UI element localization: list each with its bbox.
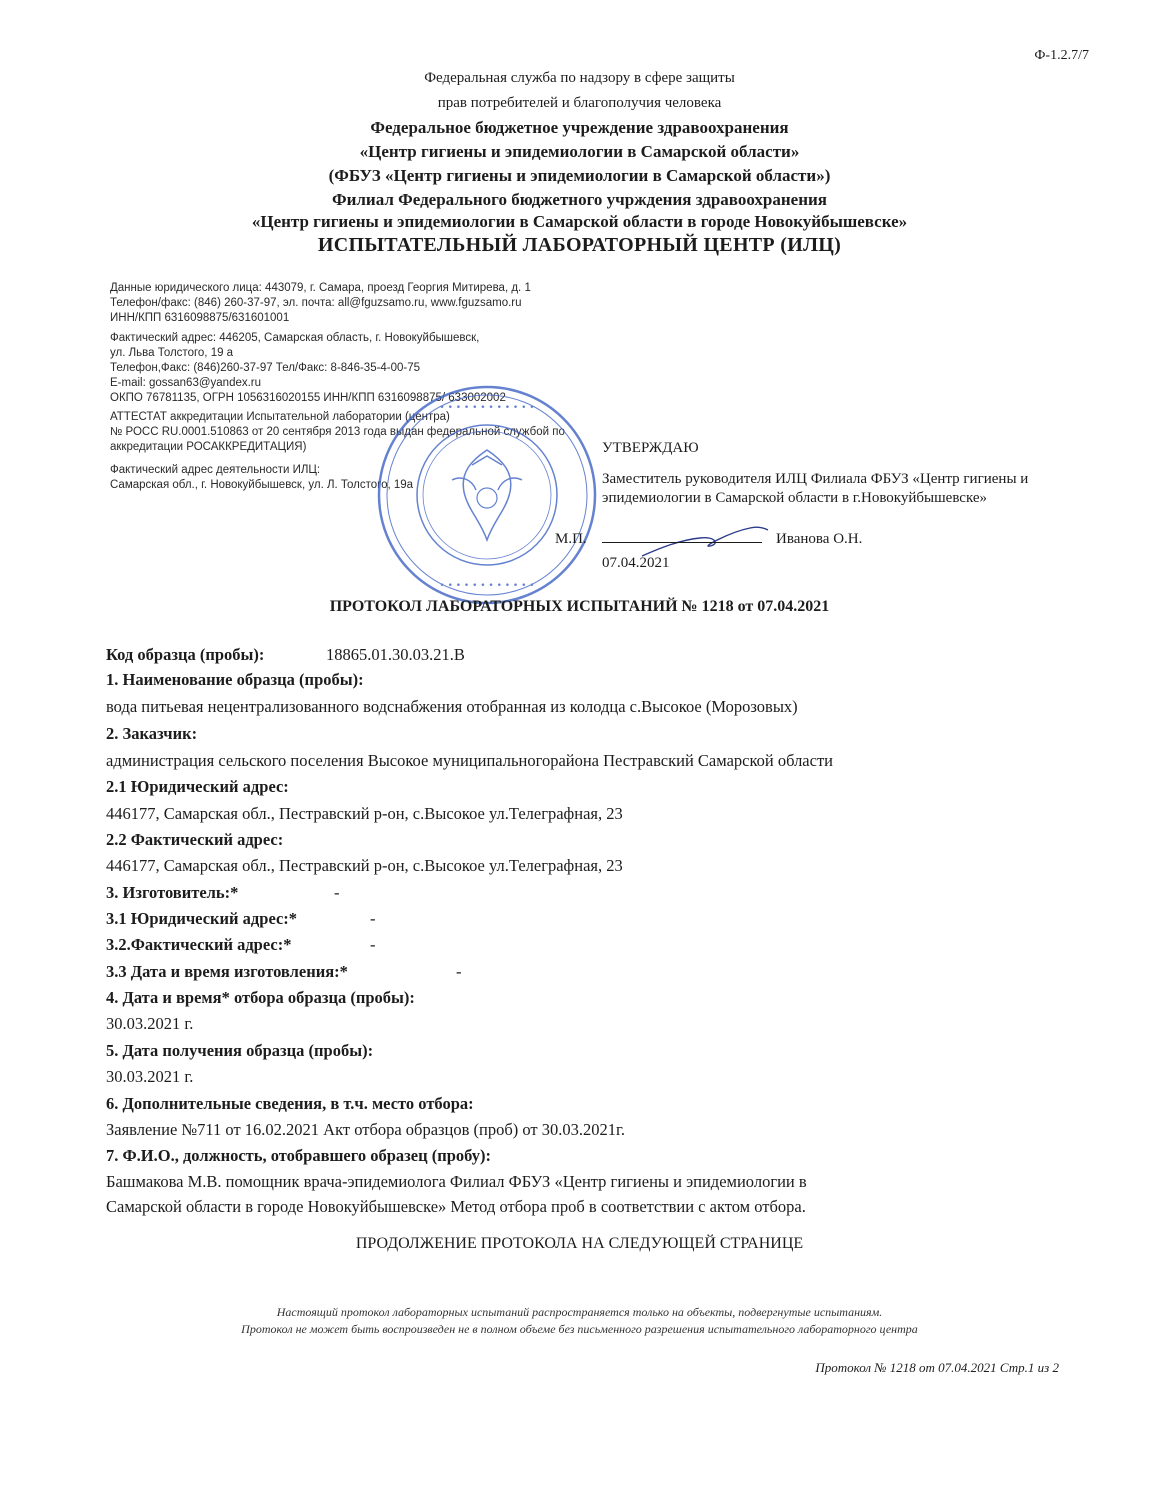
actual-line-1: Фактический адрес: 446205, Самарская область, г. Новокуйбышевск, [110,332,480,344]
additional-info-value: Заявление №711 от 16.02.2021 Акт отбора образцов (проб) от 30.03.2021г. [106,1120,626,1139]
actual-address-value: 446177, Самарская обл., Пестравский р-он, с.Высокое ул.Телеграфная, 23 [106,856,623,875]
manufacture-date-value: - [456,962,462,981]
org-line-1: Федеральное бюджетное учреждение здравоохранения [370,118,789,137]
approval-title: УТВЕРЖДАЮ [602,440,699,456]
sampling-date-value: 30.03.2021 г. [106,1014,194,1033]
attest-line-3: аккредитации РОСАККРЕДИТАЦИЯ) [110,441,307,453]
sample-name-label: 1. Наименование образца (пробы): [106,670,364,689]
sample-code-label: Код образца (пробы): [106,645,265,664]
org-line-3: (ФБУЗ «Центр гигиены и эпидемиологии в Самарской области») [328,166,831,185]
sample-name-value: вода питьевая нецентрализованного водснабжения отобранная из колодца с.Высокое (Морозовых) [106,697,798,716]
legal-address-value: 446177, Самарская обл., Пестравский р-он, с.Высокое ул.Телеграфная, 23 [106,804,623,823]
ilc-addr-line-2: Самарская обл., г. Новокуйбышевск, ул. Л. Толстого, 19а [110,479,414,491]
manufacture-date-label: 3.3 Дата и время изготовления:* [106,962,348,981]
agency-line-1: Федеральная служба по надзору в сфере защиты [424,70,735,86]
svg-text:• • • • • • • • • • • •: • • • • • • • • • • • • [439,403,535,413]
protocol-title: ПРОТОКОЛ ЛАБОРАТОРНЫХ ИСПЫТАНИЙ № 1218 от 07.04.2021 [329,598,830,615]
actual-line-3: Телефон,Факс: (846)260-37-97 Тел/Факс: 8-846-35-4-00-75 [110,362,421,374]
sampler-value-line-2: Самарской области в городе Новокуйбышевске» Метод отбора проб в соответствии с актом отбора. [106,1197,806,1216]
official-seal-stamp [372,380,602,610]
sampling-date-label: 4. Дата и время* отбора образца (пробы): [106,988,415,1007]
seal-place-label: М.П. [555,531,587,547]
approval-signature-line [602,531,862,548]
agency-line-2: прав потребителей и благополучия человека [437,95,722,111]
actual-line-4: E-mail: gossan63@yandex.ru [110,377,262,389]
legal-line-2: Телефон/факс: (846) 260-37-97, эл. почта: all@fguzsamo.ru, www.fguzsamo.ru [110,297,522,309]
org-line-2: «Центр гигиены и эпидемиологии в Самарской области» [359,142,800,161]
footer-note-line-2: Протокол не может быть воспроизведен не в полном объеме без письменного разрешения испытательного лабораторного центра [241,1322,918,1336]
form-code: Ф-1.2.7/7 [1034,48,1089,63]
receipt-date-value: 30.03.2021 г. [106,1067,194,1086]
manufacturer-legal-address-label: 3.1 Юридический адрес:* [106,909,298,928]
sampler-label: 7. Ф.И.О., должность, отобравшего образец (пробу): [106,1146,491,1165]
manufacturer-actual-address-label: 3.2.Фактический адрес:* [106,935,292,954]
org-line-4: Филиал Федерального бюджетного учрждения здравоохранения [331,190,828,209]
actual-line-2: ул. Льва Толстого, 19 а [110,347,234,359]
footer-note-line-1: Настоящий протокол лабораторных испытаний распространяется только на объекты, подвергнутые испытаниям. [276,1305,883,1319]
ilc-title: ИСПЫТАТЕЛЬНЫЙ ЛАБОРАТОРНЫЙ ЦЕНТР (ИЛЦ) [317,234,842,256]
manufacturer-actual-address-value: - [370,935,376,954]
signature-line [602,542,762,543]
approver-name: Иванова О.Н. [776,531,863,547]
sampler-value-line-1: Башмакова М.В. помощник врача-эпидемиолога Филиал ФБУЗ «Центр гигиены и эпидемиологии в [106,1172,807,1191]
actual-address-label: 2.2 Фактический адрес: [106,830,284,849]
ilc-addr-line-1: Фактический адрес деятельности ИЛЦ: [110,464,321,476]
receipt-date-label: 5. Дата получения образца (пробы): [106,1041,374,1060]
manufacturer-value: - [334,883,340,902]
customer-label: 2. Заказчик: [106,724,198,743]
legal-address-label: 2.1 Юридический адрес: [106,777,289,796]
actual-line-5: ОКПО 76781135, ОГРН 1056316020155 ИНН/КПП 6316098875/ 633002002 [110,392,506,404]
ilc-address-details [110,463,413,493]
legal-entity-details [110,281,531,326]
customer-value: администрация сельского поселения Высокое муниципальногорайона Пестравский Самарской области [106,751,833,770]
svg-text:• • • • • • • • • • • •: • • • • • • • • • • • • [439,581,535,591]
manufacturer-label: 3. Изготовитель:* [106,883,239,902]
legal-line-1: Данные юридического лица: 443079, г. Самара, проезд Георгия Митирева, д. 1 [110,282,531,294]
page-number: Протокол № 1218 от 07.04.2021 Стр.1 из 2 [815,1360,1059,1375]
approval-date: 07.04.2021 [602,555,670,571]
sample-code-value: 18865.01.30.03.21.В [326,645,465,664]
attest-line-2: № РОСС RU.0001.510863 от 20 сентября 2013 года выдан федеральной службой по [110,426,565,438]
org-line-5: «Центр гигиены и эпидемиологии в Самарской области в городе Новокуйбышевске» [251,212,908,231]
approval-position: Заместитель руководителя ИЛЦ Филиала ФБУЗ «Центр гигиены и эпидемиологии в Самарской области в г.Новокуйбышевске» [602,471,1029,506]
legal-line-3: ИНН/КПП 6316098875/631601001 [110,312,290,324]
attest-line-1: АТТЕСТАТ аккредитации Испытательной лаборатории (центра) [110,411,450,423]
continuation-note: ПРОДОЛЖЕНИЕ ПРОТОКОЛА НА СЛЕДУЮЩЕЙ СТРАНИЦЕ [355,1235,804,1252]
manufacturer-legal-address-value: - [370,909,376,928]
additional-info-label: 6. Дополнительные сведения, в т.ч. место отбора: [106,1094,474,1113]
